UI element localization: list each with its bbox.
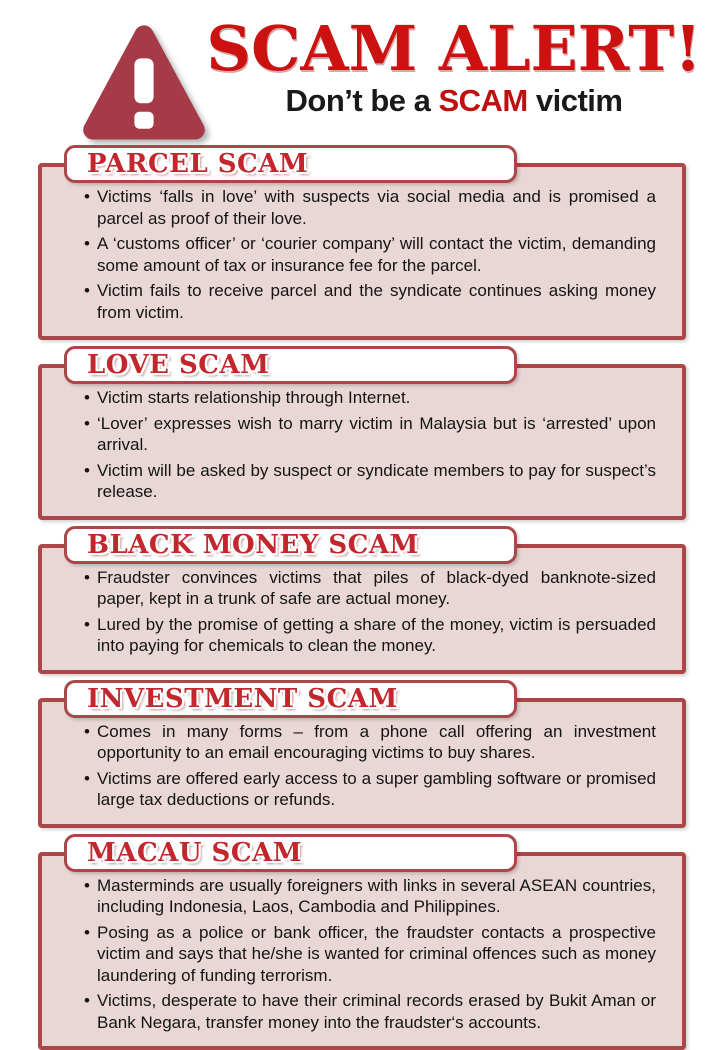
- bullet-list: [84, 387, 656, 503]
- section-banner: [64, 346, 517, 384]
- bullet-item: • Masterminds are usually foreigners with links in several ASEAN countries, including Indonesia, Laos, Cambodia and Philippines.: [84, 875, 656, 918]
- section-body: [38, 163, 686, 340]
- title-block: [206, 16, 702, 119]
- scam-section-macau: [38, 834, 686, 1050]
- section-body: [38, 364, 686, 520]
- section-banner: [64, 526, 517, 564]
- bullet-item: • Victims, desperate to have their criminal records erased by Bukit Aman or Bank Negara, transfer money into the fraudster‘s accounts.: [84, 990, 656, 1033]
- bullet-list: [84, 875, 656, 1034]
- warning-triangle-icon: [80, 22, 208, 146]
- section-banner: [64, 145, 517, 183]
- bullet-item: • Posing as a police or bank officer, the fraudster contacts a prospective victim and says that he/she is wanted for criminal offences such as money laundering of funding terrorism.: [84, 922, 656, 987]
- poster-header: [0, 0, 720, 145]
- scam-section-love: [38, 346, 686, 520]
- section-title: PARCEL SCAM: [87, 149, 308, 179]
- bullet-item: • Victim fails to receive parcel and the syndicate continues asking money from victim.: [84, 280, 656, 323]
- bullet-item: • Victim will be asked by suspect or syndicate members to pay for suspect’s release.: [84, 460, 656, 503]
- scam-section-investment: [38, 680, 686, 828]
- bullet-item: • ‘Lover’ expresses wish to marry victim in Malaysia but is ‘arrested’ upon arrival.: [84, 413, 656, 456]
- section-banner: [64, 834, 517, 872]
- section-title: MACAU SCAM: [87, 838, 302, 868]
- bullet-item: • Comes in many forms – from a phone call offering an investment opportunity to an email encouraging victims to buy shares.: [84, 721, 656, 764]
- section-body: [38, 852, 686, 1050]
- scam-sections: [0, 145, 720, 1050]
- bullet-item: • Victims are offered early access to a super gambling software or promised large tax deductions or refunds.: [84, 768, 656, 811]
- poster-title: SCAM ALERT!: [206, 16, 702, 82]
- bullet-item: • Fraudster convinces victims that piles of black-dyed banknote-sized paper, kept in a trunk of safe are actual money.: [84, 567, 656, 610]
- subtitle-suffix: victim: [528, 83, 623, 118]
- bullet-item: • A ‘customs officer’ or ‘courier company’ will contact the victim, demanding some amount of tax or insurance fee for the parcel.: [84, 233, 656, 276]
- poster-subtitle: [206, 83, 702, 119]
- bullet-item: • Victims ‘falls in love’ with suspects via social media and is promised a parcel as proof of their love.: [84, 186, 656, 229]
- scam-section-parcel: [38, 145, 686, 340]
- scam-section-black-money: [38, 526, 686, 674]
- bullet-list: [84, 186, 656, 323]
- section-title: BLACK MONEY SCAM: [87, 530, 419, 560]
- bullet-item: • Lured by the promise of getting a share of the money, victim is persuaded into paying for chemicals to clean the money.: [84, 614, 656, 657]
- bullet-list: [84, 721, 656, 811]
- bullet-list: [84, 567, 656, 657]
- subtitle-highlight: SCAM: [438, 83, 527, 118]
- subtitle-prefix: Don’t be a: [286, 83, 439, 118]
- section-title: LOVE SCAM: [87, 350, 269, 380]
- section-title: INVESTMENT SCAM: [87, 684, 398, 714]
- section-banner: [64, 680, 517, 718]
- bullet-item: • Victim starts relationship through Internet.: [84, 387, 656, 409]
